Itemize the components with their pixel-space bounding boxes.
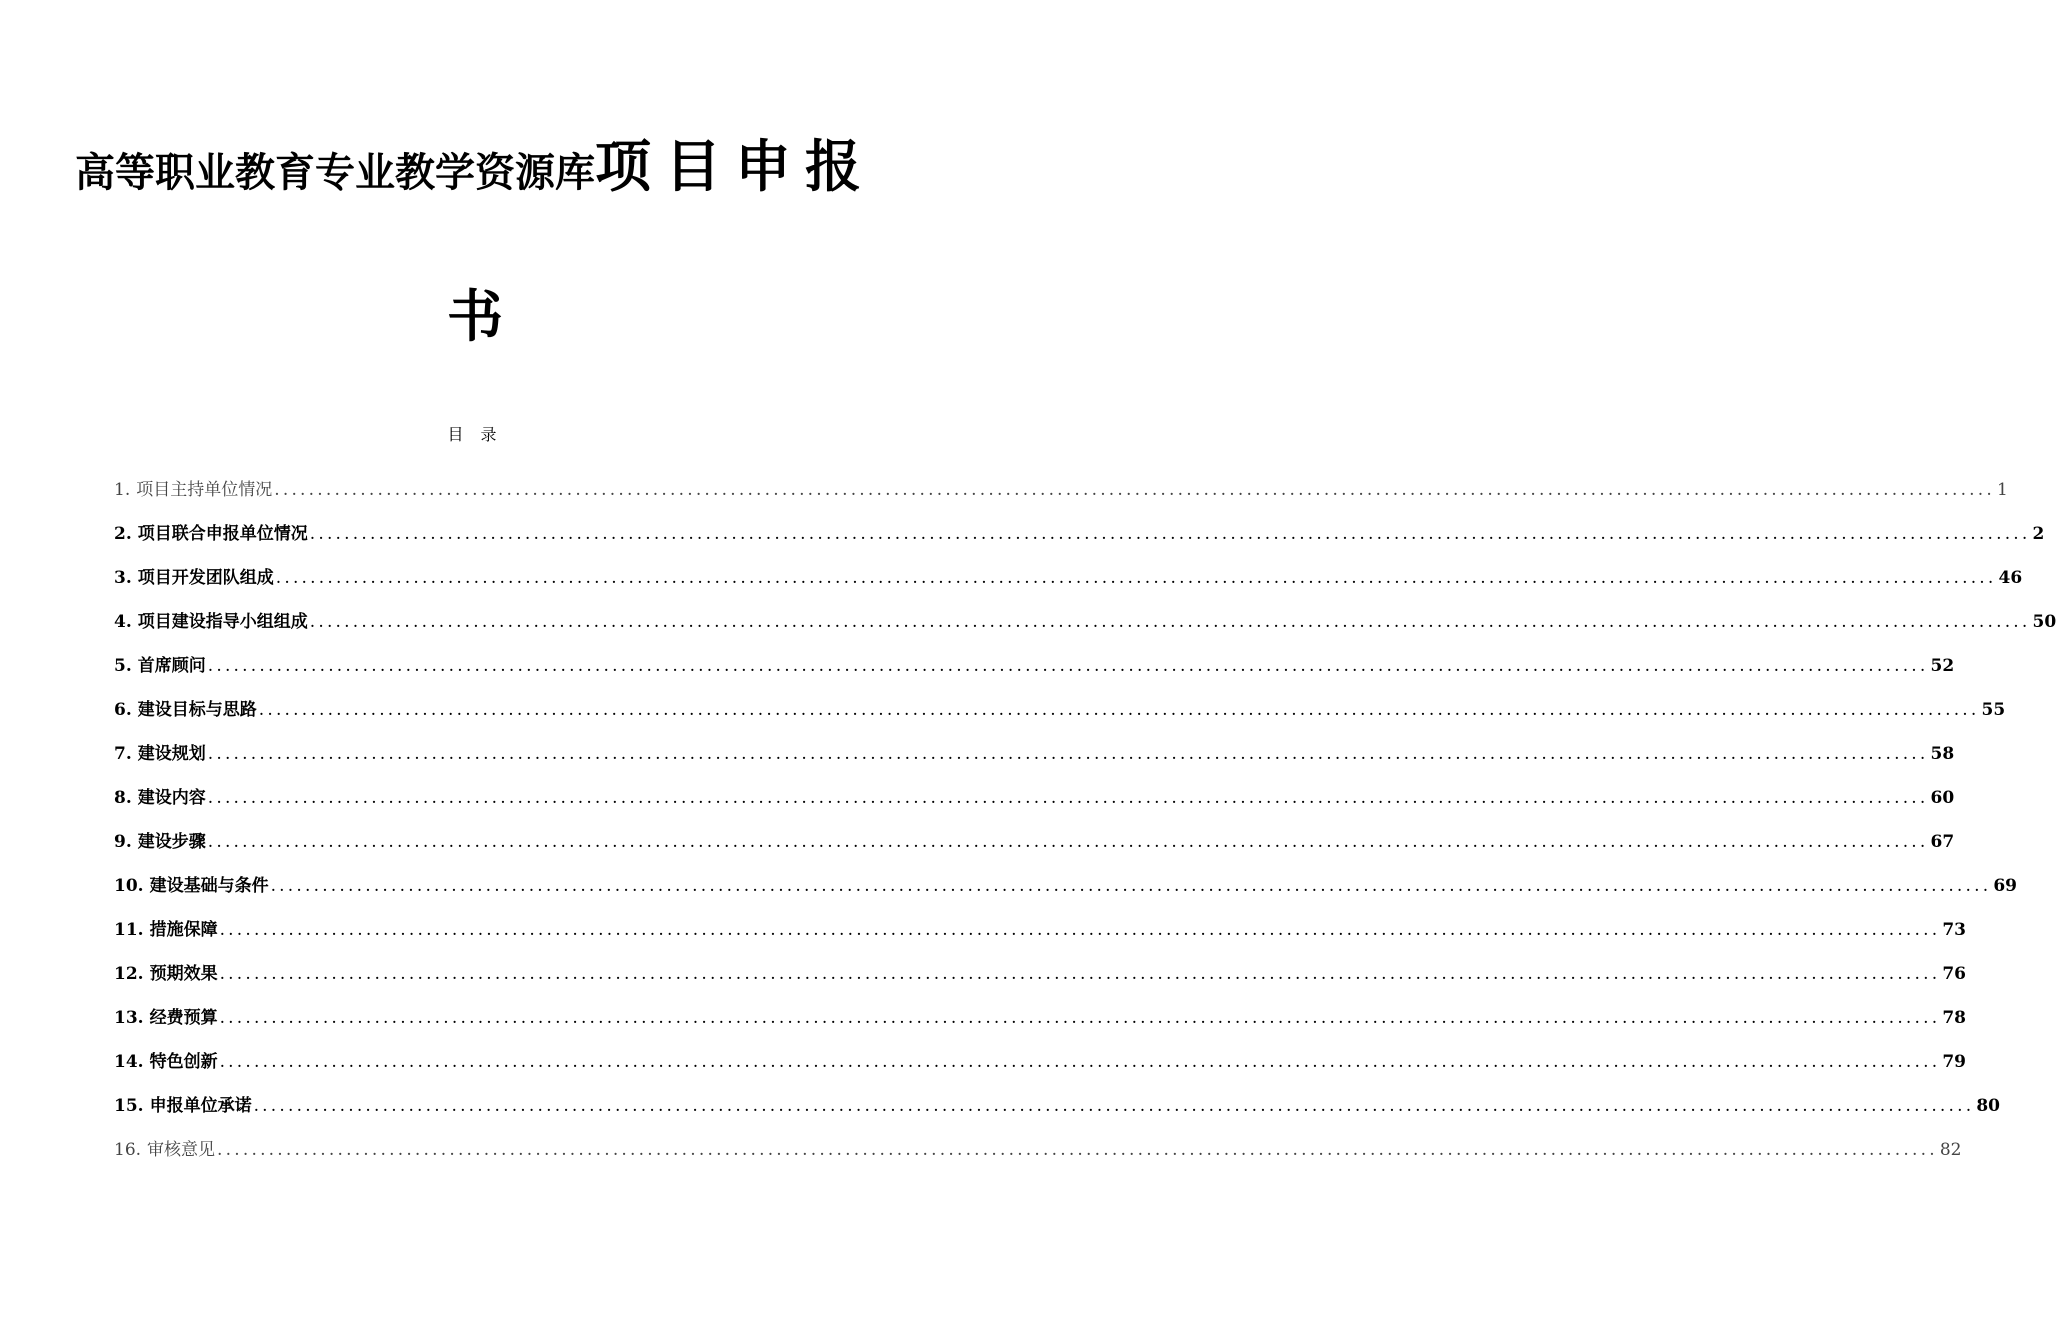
toc-dot-leader: ........................................................................................................................................................................................................	[207, 656, 1929, 676]
toc-entry-title: 建设内容	[137, 788, 206, 808]
toc-entry[interactable]	[114, 1006, 1967, 1050]
toc-entry-title: 特色创新	[149, 1052, 218, 1072]
toc-heading: 目 录	[447, 425, 503, 444]
toc-entry-number: 5.	[114, 656, 132, 676]
toc-entry-page-number: 79	[1942, 1052, 1967, 1072]
toc-entry-number: 9.	[114, 832, 132, 852]
toc-entry-page-number: 76	[1942, 964, 1967, 984]
toc-entry[interactable]	[114, 654, 1955, 698]
toc-entry[interactable]	[114, 874, 2018, 918]
toc-entry-title: 措施保障	[149, 920, 218, 940]
toc-entry-title: 项目开发团队组成	[137, 568, 274, 588]
toc-entry-page-number: 52	[1930, 656, 1955, 676]
document-title	[0, 128, 950, 221]
toc-entry-title: 项目联合申报单位情况	[137, 524, 308, 544]
toc-entry-number: 2.	[114, 524, 132, 544]
toc-entry-number: 3.	[114, 568, 132, 588]
toc-dot-leader: ........................................................................................................................................................................................................	[309, 524, 2031, 544]
toc-entry-title: 预期效果	[149, 964, 218, 984]
toc-entry-number: 14.	[114, 1052, 144, 1072]
toc-entry-number: 10.	[114, 876, 144, 896]
toc-entry-page-number: 67	[1930, 832, 1955, 852]
toc-entry-title: 经费预算	[149, 1008, 218, 1028]
toc-entry-page-number: 73	[1942, 920, 1967, 940]
toc-entry[interactable]	[114, 1050, 1967, 1094]
toc-entry-number: 1.	[114, 480, 131, 500]
toc-entry-number: 12.	[114, 964, 144, 984]
toc-entry[interactable]	[114, 566, 2023, 610]
toc-dot-leader: ........................................................................................................................................................................................................	[207, 832, 1929, 852]
document-title-part1: 高等职业教育专业教学资源库	[75, 149, 595, 196]
toc-entry[interactable]	[114, 478, 2008, 522]
toc-entry-page-number: 69	[1993, 876, 2018, 896]
toc-entry-page-number: 1	[1997, 480, 2008, 500]
toc-dot-leader: ........................................................................................................................................................................................................	[219, 1008, 1941, 1028]
toc-entry-page-number: 58	[1930, 744, 1955, 764]
toc-entry-title: 建设步骤	[137, 832, 206, 852]
toc-entry[interactable]	[114, 742, 1955, 786]
toc-dot-leader: ........................................................................................................................................................................................................	[219, 920, 1941, 940]
toc-dot-leader: ........................................................................................................................................................................................................	[217, 1140, 1938, 1160]
toc-entry[interactable]	[114, 962, 1967, 1006]
toc-entry-title: 建设目标与思路	[137, 700, 257, 720]
toc-dot-leader: ........................................................................................................................................................................................................	[219, 1052, 1941, 1072]
toc-entry-page-number: 50	[2032, 612, 2056, 632]
toc-entry-title: 建设基础与条件	[149, 876, 269, 896]
toc-entry[interactable]	[114, 610, 2056, 654]
toc-entry-page-number: 80	[1976, 1096, 2001, 1116]
toc-entry-number: 4.	[114, 612, 132, 632]
toc-entry[interactable]	[114, 830, 1955, 874]
toc-entry-number: 16.	[114, 1140, 142, 1160]
toc-entry-title: 项目建设指导小组组成	[137, 612, 308, 632]
toc-entry-page-number: 46	[1998, 568, 2023, 588]
toc-entry-number: 13.	[114, 1008, 144, 1028]
toc-entry-title: 项目主持单位情况	[136, 480, 273, 500]
toc-entry-number: 7.	[114, 744, 132, 764]
toc-entry-number: 6.	[114, 700, 132, 720]
toc-dot-leader: ........................................................................................................................................................................................................	[258, 700, 1980, 720]
toc-dot-leader: ........................................................................................................................................................................................................	[219, 964, 1941, 984]
toc-entry-page-number: 78	[1942, 1008, 1967, 1028]
toc-entry-title: 申报单位承诺	[149, 1096, 252, 1116]
toc-dot-leader: ........................................................................................................................................................................................................	[207, 788, 1929, 808]
toc-entry-title: 首席顾问	[137, 656, 206, 676]
toc-entry-page-number: 60	[1930, 788, 1955, 808]
toc-entry[interactable]	[114, 698, 2006, 742]
toc-dot-leader: ........................................................................................................................................................................................................	[275, 568, 1997, 588]
toc-dot-leader: ........................................................................................................................................................................................................	[270, 876, 1992, 896]
toc-entry[interactable]	[114, 1138, 1962, 1182]
toc-entry-page-number: 82	[1939, 1140, 1962, 1160]
toc-entry-page-number: 55	[1981, 700, 2006, 720]
toc-entry-page-number: 2	[2032, 524, 2045, 544]
document-title-line2: 书	[447, 285, 503, 350]
toc-dot-leader: ........................................................................................................................................................................................................	[207, 744, 1929, 764]
toc-entry-number: 8.	[114, 788, 132, 808]
toc-entry-title: 建设规划	[137, 744, 206, 764]
toc-dot-leader: ........................................................................................................................................................................................................	[274, 480, 1995, 500]
document-title-part2: 项目申报	[595, 135, 875, 200]
toc-entry[interactable]	[114, 918, 1967, 962]
toc-entry-number: 15.	[114, 1096, 144, 1116]
toc-entry-title: 审核意见	[147, 1140, 216, 1160]
toc-entry[interactable]	[114, 786, 1955, 830]
toc-entry[interactable]	[114, 1094, 2001, 1138]
toc-dot-leader: ........................................................................................................................................................................................................	[309, 612, 2031, 632]
toc-entry[interactable]	[114, 522, 2045, 566]
toc-dot-leader: ........................................................................................................................................................................................................	[253, 1096, 1975, 1116]
table-of-contents	[114, 478, 2056, 1182]
toc-entry-number: 11.	[114, 920, 144, 940]
